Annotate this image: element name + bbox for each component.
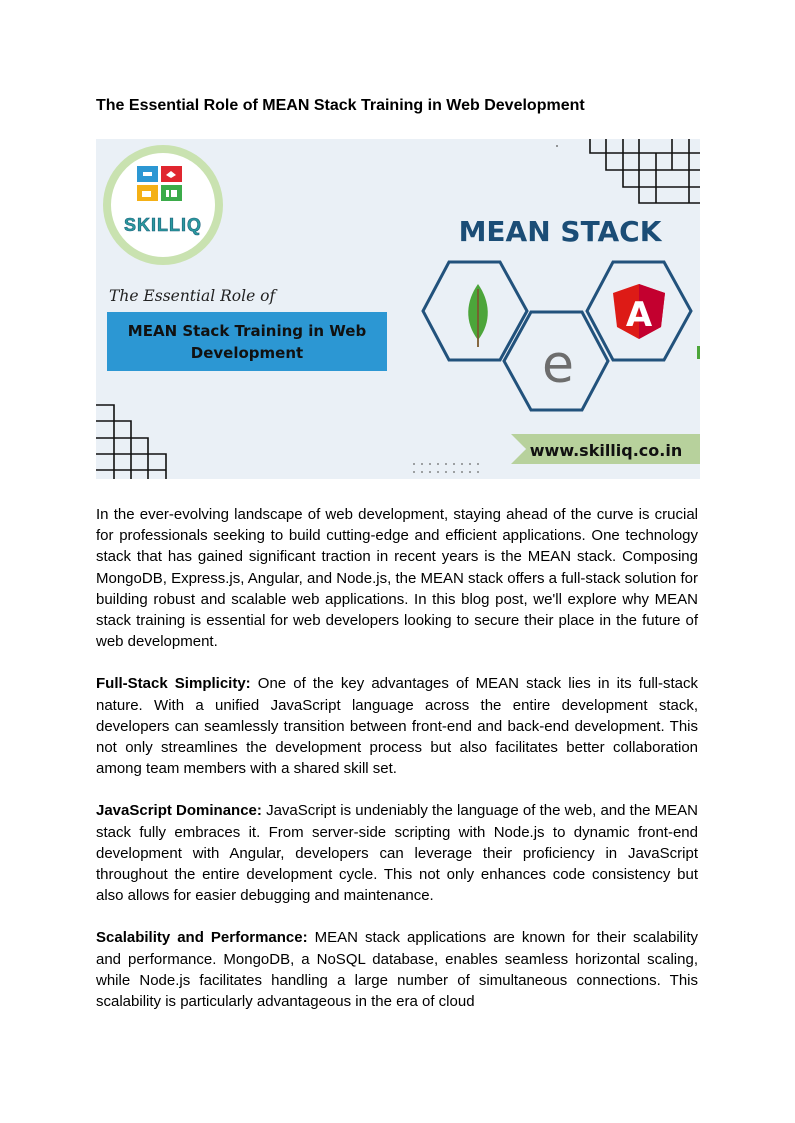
section-text: JavaScript is undeniably the language of the web, and the MEAN stack fully embraces it. From server-side scripting with Node.js to dynamic front-end development with Angular, developers can leverage their proficiency in JavaScript throughout the entire development cycle. This not only enhances code consistency but also allows for easier debugging and maintenance. — [96, 802, 699, 905]
article-body — [96, 504, 698, 1033]
svg-text:A: A — [625, 295, 653, 335]
section-heading: JavaScript Dominance: — [96, 802, 262, 820]
banner-title-box — [107, 312, 387, 371]
banner-box-line-2: Development — [190, 344, 304, 362]
banner-box-line-1: MEAN Stack Training in Web — [127, 322, 367, 340]
logo-wordmark: SKILLIQ — [124, 215, 202, 235]
section-paragraph — [96, 673, 698, 779]
banner-image — [96, 139, 700, 479]
section-paragraph — [96, 927, 698, 1012]
skilliq-logo-icon — [103, 145, 223, 265]
banner-script-heading: The Essential Role of — [109, 287, 276, 305]
mean-stack-heading: MEAN STACK — [458, 215, 662, 248]
section-text: One of the key advantages of MEAN stack lies in its full-stack nature. With a unified JavaScript language across the entire development stack, developers can seamlessly transition between front-end and back-end development. This not only streamlines the development process but also facilitates better collaboration among team members with a shared skill set. — [96, 675, 698, 778]
section-heading: Full-Stack Simplicity: — [96, 675, 251, 693]
section-heading: Scalability and Performance: — [96, 929, 308, 947]
intro-paragraph: In the ever-evolving landscape of web development, staying ahead of the curve is crucial for professionals seeking to build cutting-edge and efficient applications. One technology stack that has gained significant traction in recent years is the MEAN stack. Composing MongoDB, Express.js, Angular, and Node.js, the MEAN stack offers a full-stack solution for building robust and scalable web applications. In this blog post, we'll explore why MEAN stack training is essential for web developers looking to secure their place in the future of web development. — [96, 506, 698, 651]
section-text: MEAN stack applications are known for their scalability and performance. MongoDB, a NoSQL database, enables seamless horizontal scaling, while Node.js facilitates handling a large number of simultaneous connections. This scalability is particularly advantageous in the era of cloud — [96, 929, 698, 1011]
express-e-icon: e — [542, 335, 574, 395]
website-url: www.skilliq.co.in — [529, 441, 683, 460]
page-title: The Essential Role of MEAN Stack Training in Web Development — [96, 97, 585, 114]
section-paragraph — [96, 800, 698, 906]
